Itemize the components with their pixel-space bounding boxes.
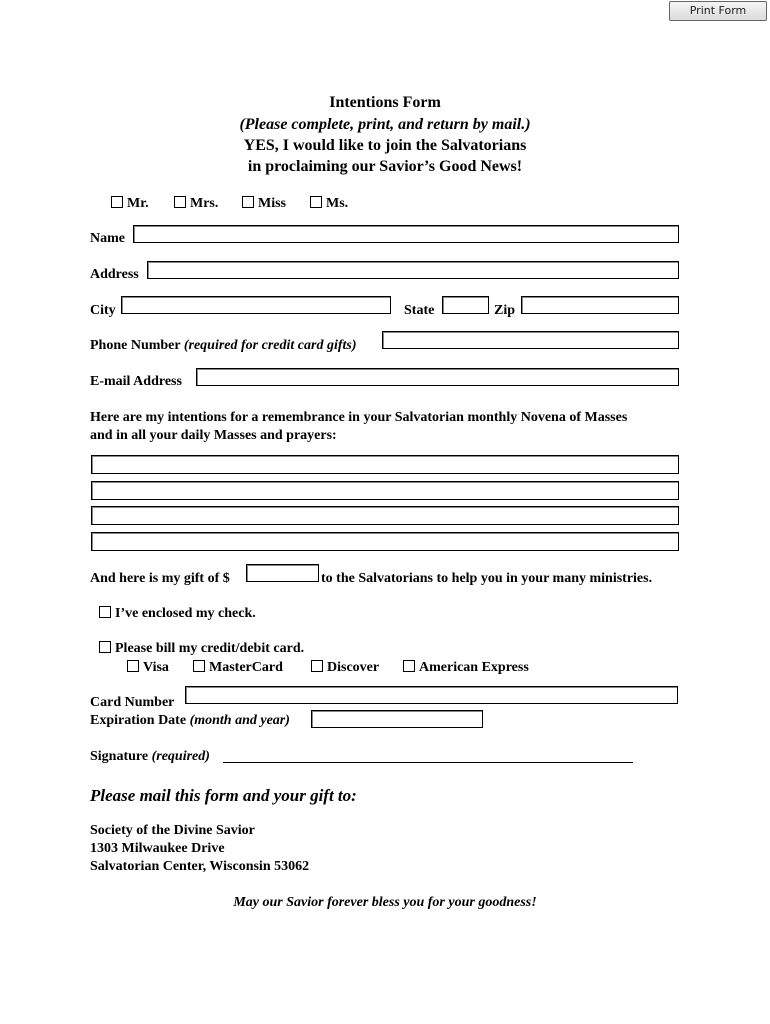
state-input[interactable]: [442, 296, 489, 314]
signature-label: [90, 749, 210, 765]
card-amex-label: American Express: [419, 660, 529, 675]
address-input[interactable]: [147, 261, 679, 279]
card-number-label: Card Number: [90, 695, 175, 710]
salutation-mr-label: Mr.: [127, 196, 149, 211]
email-label: E-mail Address: [90, 374, 182, 389]
header-line-2: in proclaiming our Savior’s Good News!: [247, 158, 523, 175]
salutation-mrs[interactable]: [174, 196, 218, 212]
mailing-city: Salvatorian Center, Wisconsin 53062: [90, 859, 310, 874]
gift-amount-input[interactable]: [246, 564, 319, 582]
card-number-input[interactable]: [185, 686, 678, 704]
signature-line[interactable]: [223, 762, 633, 763]
name-input[interactable]: [133, 225, 679, 243]
bill-card-label: Please bill my credit/debit card.: [115, 641, 305, 656]
closing-blessing: May our Savior forever bless you for your goodness!: [233, 895, 537, 910]
intention-line-4[interactable]: [91, 532, 679, 551]
intention-line-1[interactable]: [91, 455, 679, 474]
mailing-street: 1303 Milwaukee Drive: [90, 841, 225, 856]
checkbox-mr[interactable]: [111, 196, 123, 208]
checkbox-mrs[interactable]: [174, 196, 186, 208]
city-label: City: [90, 303, 116, 318]
intention-line-3[interactable]: [91, 506, 679, 525]
mailing-heading: Please mail this form and your gift to:: [90, 786, 357, 805]
checkbox-miss[interactable]: [242, 196, 254, 208]
checkbox-check[interactable]: [99, 606, 111, 618]
expiration-note: (month and year): [189, 713, 290, 728]
zip-input[interactable]: [521, 296, 679, 314]
salutation-ms[interactable]: [310, 196, 348, 212]
salutation-mrs-label: Mrs.: [190, 196, 219, 211]
city-input[interactable]: [121, 296, 391, 314]
salutation-mr[interactable]: [111, 196, 149, 212]
card-discover[interactable]: [311, 660, 379, 676]
checkbox-visa[interactable]: [127, 660, 139, 672]
form-instruction: (Please complete, print, and return by mail.): [239, 116, 531, 133]
mailing-org: Society of the Divine Savior: [90, 823, 255, 838]
signature-note: (required): [151, 749, 210, 764]
checkbox-amex[interactable]: [403, 660, 415, 672]
bill-card-option[interactable]: [99, 641, 304, 657]
salutation-miss[interactable]: [242, 196, 286, 212]
phone-label-text: Phone Number: [90, 338, 181, 353]
checkbox-mastercard[interactable]: [193, 660, 205, 672]
zip-label: Zip: [494, 303, 516, 318]
intentions-prompt-1: Here are my intentions for a remembrance in your Salvatorian monthly Novena of Masses: [90, 410, 628, 425]
intention-line-2[interactable]: [91, 481, 679, 500]
header-line-1: YES, I would like to join the Salvatorians: [243, 137, 527, 154]
print-form-button[interactable]: Print Form: [669, 1, 767, 21]
salutation-miss-label: Miss: [258, 196, 286, 211]
card-mastercard[interactable]: [193, 660, 283, 676]
card-visa-label: Visa: [143, 660, 169, 675]
gift-prefix: And here is my gift of $: [90, 571, 230, 586]
enclosed-check-label: I’ve enclosed my check.: [115, 606, 256, 621]
page-title: Intentions Form: [329, 94, 441, 111]
gift-suffix: to the Salvatorians to help you in your many ministries.: [321, 571, 653, 586]
state-label: State: [404, 303, 435, 318]
enclosed-check-option[interactable]: [99, 606, 256, 622]
address-label: Address: [90, 267, 139, 282]
phone-input[interactable]: [382, 331, 679, 349]
card-discover-label: Discover: [327, 660, 380, 675]
phone-label: [90, 338, 357, 354]
salutation-ms-label: Ms.: [326, 196, 349, 211]
email-input[interactable]: [196, 368, 679, 386]
expiration-label-text: Expiration Date: [90, 713, 187, 728]
checkbox-bill-card[interactable]: [99, 641, 111, 653]
card-mastercard-label: MasterCard: [209, 660, 283, 675]
checkbox-ms[interactable]: [310, 196, 322, 208]
card-visa[interactable]: [127, 660, 169, 676]
card-amex[interactable]: [403, 660, 529, 676]
checkbox-discover[interactable]: [311, 660, 323, 672]
expiration-label: [90, 713, 290, 729]
phone-note: (required for credit card gifts): [183, 338, 357, 353]
intentions-prompt-2: and in all your daily Masses and prayers:: [90, 428, 337, 443]
expiration-input[interactable]: [311, 710, 483, 728]
signature-label-text: Signature: [90, 749, 149, 764]
name-label: Name: [90, 231, 125, 246]
